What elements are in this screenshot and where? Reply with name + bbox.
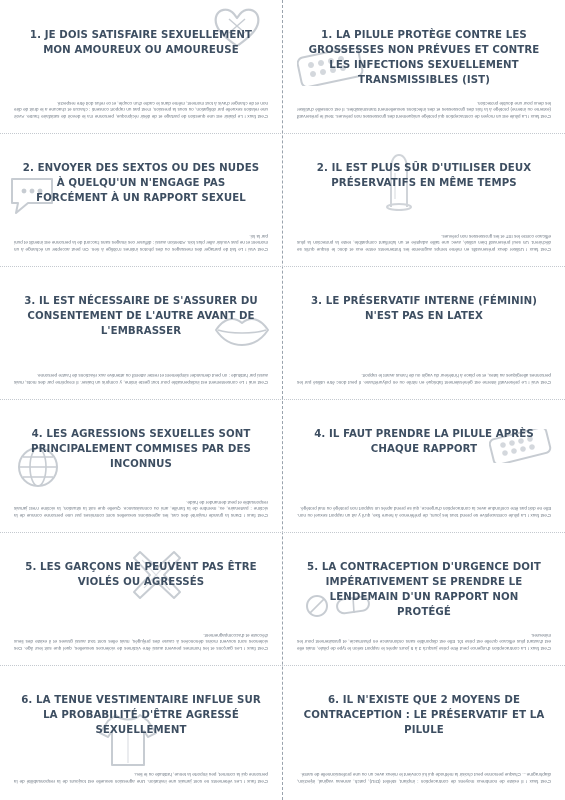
quiz-card[interactable]: [0, 665, 282, 798]
quiz-card[interactable]: [0, 0, 282, 133]
question-title: 6. LA TENUE VESTIMENTAIRE INFLUE SUR LA PROBABILITÉ D'ÊTRE AGRESSÉ SEXUELLEMENT: [21, 695, 261, 736]
quiz-card[interactable]: [283, 0, 565, 133]
answer-text: C'est vrai ! Le fait de partager des messages ou des photos intimes n'oblige à rien. On peut accepter un échange à un moment et ne pas vouloir aller plus loin. Attention aussi : diffuser ces images sans l'accord de la personne est interdit et puni par la loi.: [14, 233, 268, 252]
question-title: 4. LES AGRESSIONS SEXUELLES SONT PRINCIPALEMENT COMMISES PAR DES INCONNUS: [31, 429, 251, 470]
answer-text: C'est faux ! La pilule contraceptive se prend tous les jours, de préférence à heure fixe, qu'il y ait un rapport sexuel ou non. Elle ne doit pas être confondue avec la contraception d'urgence, qui se prend après un rapport non protégé ou mal protégé.: [297, 506, 551, 518]
answer-text: C'est vrai ! Le consentement est indispensable pour tout geste intime, y compris un baiser. Il s'exprime par des mots, mais aussi par l'attitude : on peut demander simplement et rester attentif ou attentive aux réactions de l'autre personne.: [14, 373, 268, 385]
answer-text: C'est faux ! La contraception d'urgence peut être prise jusqu'à 3 à 5 jours après le rapport selon le type de pilule, mais elle est d'autant plus efficace qu'elle est prise tôt. Elle est disponible sans ordonnance en pharmacie, et gratuitement pour les mineures.: [297, 632, 551, 651]
quiz-card[interactable]: [0, 532, 282, 665]
answer-text: C'est faux ! Il existe de nombreux moyens de contraception : implant, stérilet (DIU), patch, anneau vaginal, injection, diaphragme… Chaque personne peut choisir la méthode qui lui convient le mieux avec un ou une professionnelle de santé.: [297, 772, 551, 784]
answer-text: C'est faux ! Dans la grande majorité des cas, les agressions sexuelles sont commises par une personne connue de la victime : partenaire, ex, membre de la famille, ami ou connaissance. Quelle que soit la situation, la victime n'est jamais responsable et peut demander de l'aide.: [14, 499, 268, 518]
question-title: 1. JE DOIS SATISFAIRE SEXUELLEMENT MON AMOUREUX OU AMOUREUSE: [29, 30, 253, 56]
question-title: 2. ENVOYER DES SEXTOS OU DES NUDES À QUELQU'UN N'ENGAGE PAS FORCÉMENT À UN RAPPORT SEXUEL: [22, 163, 260, 204]
answer-text: C'est faux ! Les vêtements ne sont jamais une invitation. Une agression sexuelle est toujours de la responsabilité de la personne qui la commet, peu importe la tenue, l'attitude ou le lieu.: [14, 772, 268, 784]
answer-text: C'est faux ! Le plaisir est une question de partage et de désir réciproque, personne n'a le devoir de satisfaire l'autre. Avoir une relation sexuelle par obligation, ou sous la pression, n'est pas un rapport consenti : chacun et chacune a le droit de dire non et de changer d'avis à tout moment, même dans le cadre d'un couple, et ce refus doit être respecté.: [14, 100, 268, 119]
question-title: 4. IL FAUT PRENDRE LA PILULE APRÈS CHAQUE RAPPORT: [314, 429, 534, 455]
question-title: 5. LES GARÇONS NE PEUVENT PAS ÊTRE VIOLÉS OU AGRESSÉS: [25, 562, 257, 588]
question-title: 3. LE PRÉSERVATIF INTERNE (FÉMININ) N'EST PAS EN LATEX: [310, 296, 538, 322]
quiz-card[interactable]: [0, 266, 282, 399]
answer-text: C'est faux ! Les garçons et les hommes peuvent aussi être victimes de violences sexuelles, quel que soit leur âge. Ces violences sont souvent moins dénoncées à cause des préjugés, mais elles sont tout aussi graves et il existe des lieux d'écoute et d'accompagnement.: [14, 632, 268, 651]
quiz-card[interactable]: [283, 399, 565, 532]
question-title: 2. IL EST PLUS SÛR D'UTILISER DEUX PRÉSERVATIFS EN MÊME TEMPS: [316, 163, 532, 189]
question-title: 3. IL EST NÉCESSAIRE DE S'ASSURER DU CONSENTEMENT DE L'AUTRE AVANT DE L'EMBRASSER: [24, 296, 258, 337]
answer-text: C'est faux ! Utiliser deux préservatifs en même temps augmente les frottements entre eux et donc le risque qu'ils se déchirent. Un seul préservatif bien utilisé, avec une taille adaptée et un lubrifiant compatible, reste la protection la plus efficace contre les IST et les grossesses non prévues.: [297, 233, 551, 252]
quiz-card[interactable]: [0, 399, 282, 532]
question-title: 5. LA CONTRACEPTION D'URGENCE DOIT IMPÉRATIVEMENT SE PRENDRE LE LENDEMAIN D'UN RAPPORT NON PROTÉGÉ: [307, 562, 541, 618]
answer-text: C'est faux ! La pilule est un moyen de contraception qui protège uniquement des grossesses non prévues. Seul le préservatif (externe ou interne) protège à la fois des grossesses et des infections sexuellement transmissibles. Il est conseillé d'utiliser les deux pour une double protection.: [297, 100, 551, 119]
quiz-card[interactable]: [0, 133, 282, 266]
question-title: 1. LA PILULE PROTÈGE CONTRE LES GROSSESSES NON PRÉVUES ET CONTRE LES INFECTIONS SEXUELLEMENT TRANSMISSIBLES (IST): [308, 30, 540, 86]
quiz-card[interactable]: [283, 665, 565, 798]
quiz-card[interactable]: [283, 532, 565, 665]
quiz-card[interactable]: [283, 133, 565, 266]
answer-text: C'est vrai ! Le préservatif interne est généralement fabriqué en nitrile ou en polyuréthane. Il peut donc être utilisé par les personnes allergiques au latex, et se place à l'intérieur du vagin ou de l'anus avant le rapport.: [297, 373, 551, 385]
quiz-card[interactable]: [283, 266, 565, 399]
question-title: 6. IL N'EXISTE QUE 2 MOYENS DE CONTRACEPTION : LE PRÉSERVATIF ET LA PILULE: [303, 695, 545, 736]
